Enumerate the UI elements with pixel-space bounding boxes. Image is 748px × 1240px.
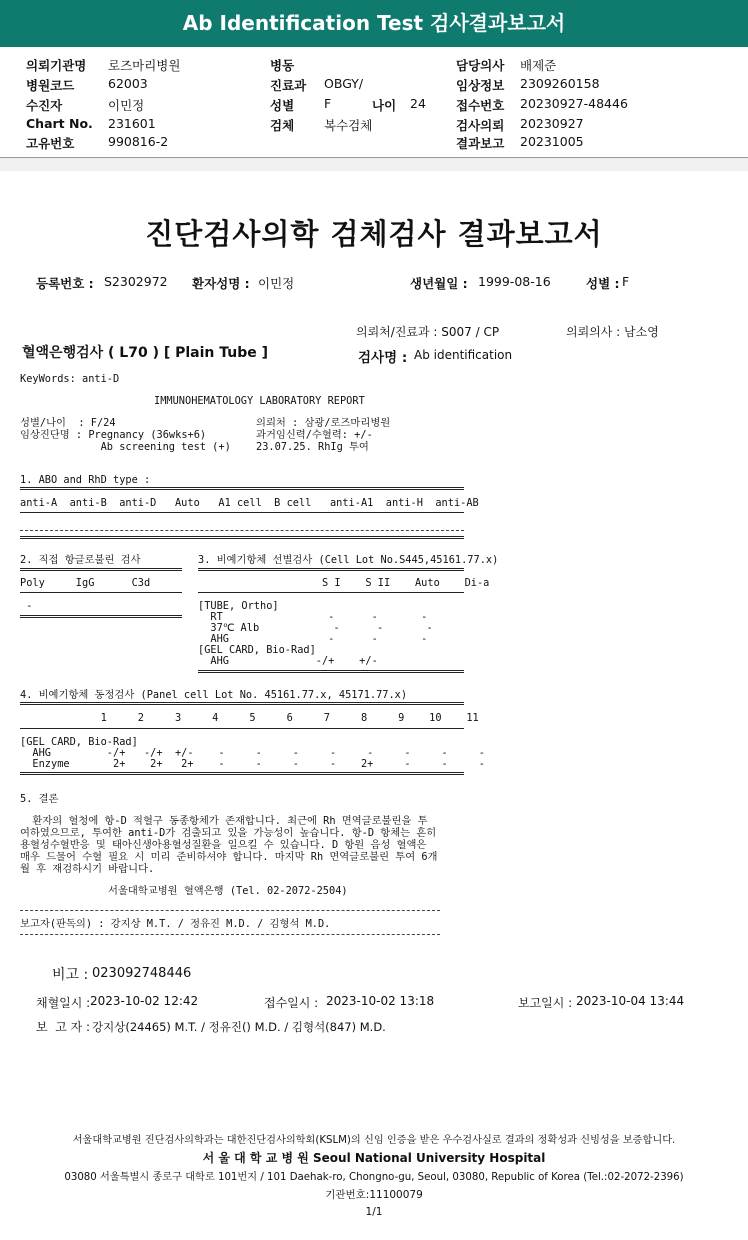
doctor-info: 의뢰의사 : 남소영 (566, 325, 659, 339)
rhig-note: 23.07.25. RhIg 투여 (256, 441, 369, 453)
rule (20, 702, 464, 705)
sex-age: 성별/나이 : F/24 (20, 417, 116, 429)
info-label: 병원코드 (26, 78, 75, 93)
report-header-title: Ab Identification Test 검사결과보고서 (0, 0, 748, 47)
transfusion-history: 과거임신력/수혈력: +/- (256, 429, 373, 441)
rule (20, 728, 464, 729)
section1-columns: anti-A anti-B anti-D Auto A1 cell B cell anti-A1 anti-H anti-AB (20, 497, 479, 509)
reporter-line: 보고자(판독의) : 강지상 M.T. / 정유진 M.D. / 김형석 M.D. (20, 918, 331, 930)
scanned-report-document (12, 172, 736, 1240)
note-label: 비고 : (52, 967, 89, 983)
dob-label: 생년월일 : (410, 276, 468, 291)
clinical-diagnosis: 임상진단명 : Pregnancy (36wks+6) (20, 429, 207, 441)
section3-columns: S I S II Auto Di-a (198, 577, 490, 589)
info-value: F (324, 96, 332, 111)
info-value: 231601 (108, 116, 156, 131)
lab-report-title: IMMUNOHEMATOLOGY LABORATORY REPORT (154, 395, 365, 407)
conclusion-line: 월 후 재검하시기 바랍니다. (20, 863, 155, 875)
test-name-label: 검사명 : (358, 350, 408, 366)
rule (20, 592, 182, 593)
section1-title: 1. ABO and RhD type : (20, 474, 151, 486)
patient-name-value: 이민정 (258, 276, 295, 291)
reporter2-label: 보 고 자 : (36, 1020, 91, 1034)
age-value: 24 (410, 96, 426, 111)
report-date-label: 보고일시 : (518, 996, 573, 1010)
info-label: 고유번호 (26, 136, 75, 151)
rule (20, 934, 440, 935)
section3-row: RT - - - (198, 611, 428, 623)
info-label: 검체 (270, 118, 295, 133)
info-value: 990816-2 (108, 134, 169, 149)
info-label: Chart No. (26, 116, 93, 131)
rule (20, 536, 464, 539)
blood-bank-contact: 서울대학교병원 혈액은행 (Tel. 02-2072-2504) (108, 885, 348, 897)
rule (198, 568, 464, 571)
dept-info: 의뢰처/진료과 : S007 / CP (356, 325, 500, 339)
patient-name-label: 환자성명 : (192, 276, 250, 291)
section2-value: - (20, 600, 33, 612)
info-label: 담당의사 (456, 58, 505, 73)
info-label: 검사의뢰 (456, 118, 505, 133)
receive-label: 접수일시 : (264, 996, 319, 1010)
reg-no-label: 등록번호 : (36, 276, 94, 291)
info-label: 임상정보 (456, 78, 505, 93)
hospital-address: 03080 서울특별시 종로구 대학로 101번지 / 101 Daehak-ro, Chongno-gu, Seoul, 03080, Republic of Korea (Tel.:02-2072-2396) (64, 1172, 684, 1183)
sex-label: 성별 : (586, 276, 620, 291)
info-value: 복수검체 (324, 118, 373, 133)
info-value: 2309260158 (520, 76, 600, 91)
section4-row: Enzyme 2+ 2+ 2+ - - - - 2+ - - - (20, 758, 485, 770)
test-name-value: Ab identification (414, 348, 513, 362)
conclusion-line: 용혈성수혈반응 및 태아신생아용혈성질환을 일으킬 수 있습니다. D 항원 음성 혈액은 (20, 839, 427, 851)
document-title: 진단검사의학 검체검사 결과보고서 (145, 217, 603, 251)
info-label: 진료과 (270, 78, 307, 93)
info-value: OBGY/ (324, 76, 364, 91)
info-label: 병동 (270, 58, 295, 73)
conclusion-line: 여하였으므로, 투여한 anti-D가 검출되고 있을 가능성이 높습니다. 항-D 항체는 흔히 (20, 827, 437, 839)
info-value: 이민정 (108, 98, 145, 113)
section3-row: [TUBE, Ortho] (198, 600, 279, 612)
info-value: 20230927 (520, 116, 584, 131)
reg-no-value: S2302972 (104, 274, 168, 289)
section3-title: 3. 비예기항체 선별검사 (Cell Lot No.S445,45161.77.x) (198, 554, 499, 566)
info-label: 수진자 (26, 98, 63, 113)
rule (20, 615, 182, 618)
institution-code: 기관번호:11100079 (325, 1189, 423, 1201)
section3-row: 37℃ Alb - - - (198, 622, 433, 634)
section4-columns: 1 2 3 4 5 6 7 8 9 10 11 (20, 712, 479, 724)
section5-title: 5. 결론 (20, 793, 59, 805)
section3-row: [GEL CARD, Bio-Rad] (198, 644, 316, 656)
section3-row: AHG - - - (198, 633, 428, 645)
sex-value: F (622, 274, 630, 289)
requester: 의뢰처 : 삼광/로즈마리병원 (256, 417, 391, 429)
screening-result: Ab screening test (+) (20, 441, 231, 453)
info-value: 20230927-48446 (520, 96, 628, 111)
rule (20, 512, 464, 513)
rule (20, 910, 440, 911)
reporter2-value: 강지상(24465) M.T. / 정유진() M.D. / 김형석(847) M.D. (92, 1020, 386, 1034)
dob-value: 1999-08-16 (478, 274, 551, 289)
rule (198, 592, 464, 593)
info-value: 배제준 (520, 58, 557, 73)
report-date-value: 2023-10-04 13:44 (576, 994, 685, 1008)
info-label: 접수번호 (456, 98, 505, 113)
section4-row: AHG -/+ -/+ +/- - - - - - - - - (20, 747, 485, 759)
keywords: KeyWords: anti-D (20, 373, 120, 385)
hospital-name: 서 울 대 학 교 병 원 Seoul National University Hospital (202, 1151, 546, 1165)
section-separator (0, 157, 748, 171)
info-value: 로즈마리병원 (108, 58, 181, 73)
section4-title: 4. 비예기항체 동정검사 (Panel cell Lot No. 45161.77.x, 45171.77.x) (20, 689, 408, 701)
collect-value: 2023-10-02 12:42 (90, 994, 199, 1008)
collect-label: 채혈일시 : (36, 996, 91, 1010)
rule (20, 772, 464, 775)
info-value: 62003 (108, 76, 148, 91)
info-label: 의뢰기관명 (26, 58, 87, 73)
rule (198, 670, 464, 673)
age-label: 나이 (372, 98, 397, 113)
receive-value: 2023-10-02 13:18 (326, 994, 435, 1008)
section4-row: [GEL CARD, Bio-Rad] (20, 736, 138, 748)
conclusion-line: 환자의 혈청에 항-D 적혈구 동종항체가 존재합니다. 최근에 Rh 면역글로불린을 투 (20, 815, 428, 827)
certification-statement: 서울대학교병원 진단검사의학과는 대한진단검사의학회(KSLM)의 신임 인증을 받은 우수검사실로 결과의 정확성과 신빙성을 보증합니다. (72, 1135, 676, 1146)
info-label: 결과보고 (456, 136, 505, 151)
page-number: 1/1 (365, 1206, 383, 1218)
test-group: 혈액은행검사 ( L70 ) [ Plain Tube ] (22, 345, 269, 361)
rule (20, 530, 464, 531)
info-value: 20231005 (520, 134, 584, 149)
rule (20, 487, 464, 490)
patient-info-panel (0, 56, 748, 156)
info-label: 성별 (270, 98, 295, 113)
rule (20, 568, 182, 571)
section2-title: 2. 직접 항글로불린 검사 (20, 554, 141, 566)
conclusion-line: 매우 드물어 수혈 필요 시 미리 준비하셔야 합니다. 마지막 Rh 면역글로불린 투여 6개 (20, 851, 438, 863)
section2-columns: Poly IgG C3d (20, 577, 151, 589)
note-value: 023092748446 (92, 966, 192, 981)
section3-row: AHG -/+ +/- (198, 655, 378, 667)
